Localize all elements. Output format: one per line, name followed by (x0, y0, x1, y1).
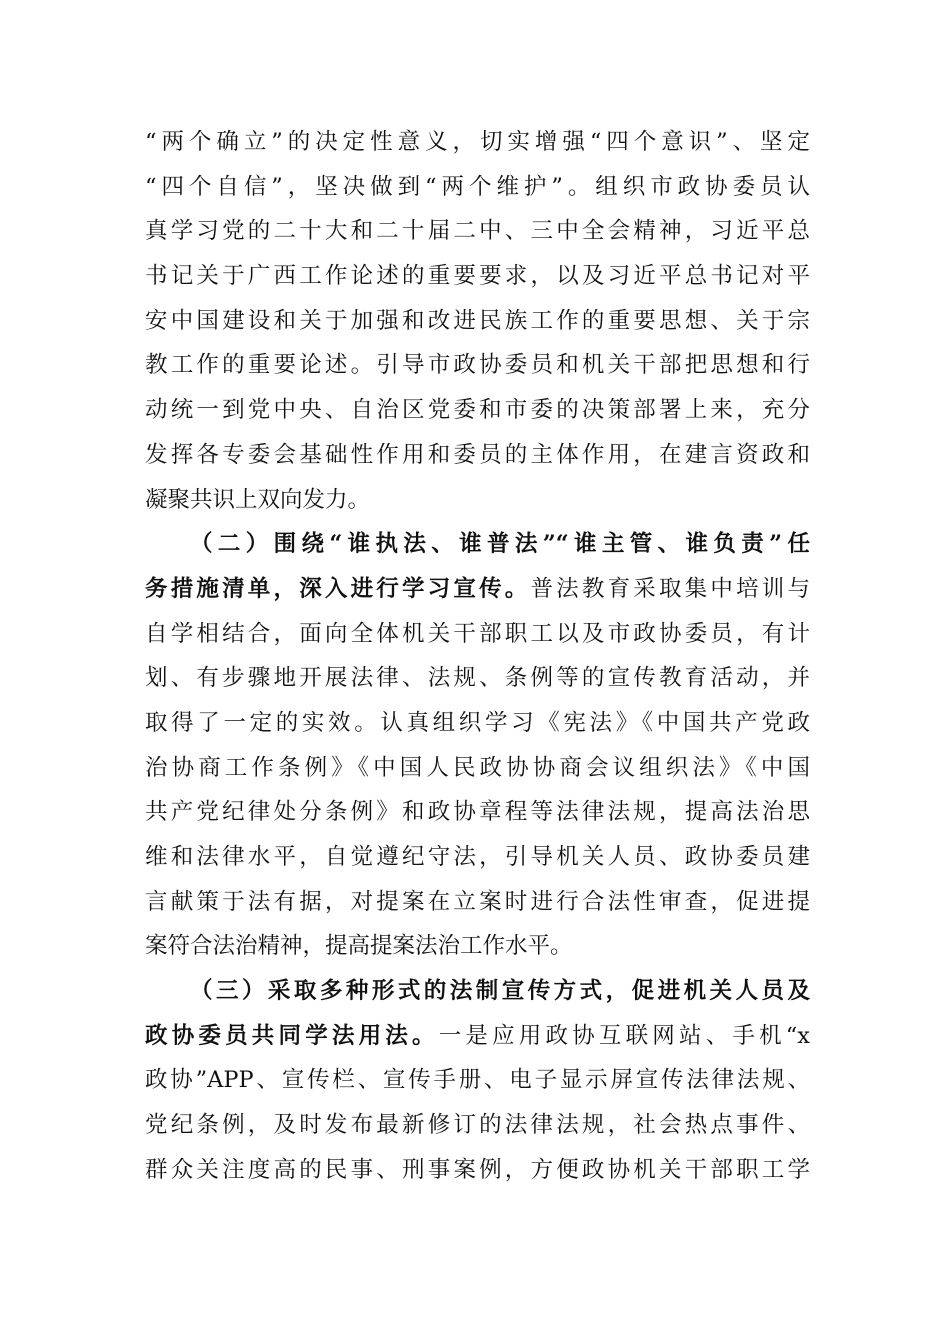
text-line: 发挥各专委会基础性作用和委员的主体作用，在建言资政和 (145, 441, 810, 468)
paragraph-3 (145, 969, 810, 1192)
text-line: 共产党纪律处分条例》和政协章程等法律法规，提高法治思 (145, 799, 810, 826)
text-line: 政协”APP、宣传栏、宣传手册、电子显示屏宣传法律法规、 (145, 1067, 810, 1094)
text-line: 维和法律水平，自觉遵纪守法，引导机关人员、政协委员建 (145, 844, 810, 870)
text-line (145, 567, 810, 612)
text-line: 教工作的重要论述。引导市政协委员和机关干部把思想和行 (145, 352, 810, 379)
text-line: 党纪条例，及时发布最新修订的法律法规，社会热点事件、 (145, 1112, 810, 1139)
paragraph-2 (145, 522, 810, 969)
text-line: 凝聚共识上双向发力。 (145, 486, 371, 513)
text-line: 取得了一定的实效。认真组织学习《宪法》《中国共产党政 (145, 709, 810, 736)
document-page (145, 120, 810, 1193)
text-line: 动统一到党中央、自治区党委和市委的决策部署上来，充分 (145, 397, 810, 424)
paragraph-1 (145, 120, 810, 522)
section-heading-3: （三）采取多种形式的法制宣传方式，促进机关人员及 (190, 978, 810, 1005)
text-line: 安中国建设和关于加强和改进民族工作的重要思想、关于宗 (145, 307, 810, 334)
section-heading-3-continuation: 政协委员共同学法用法。 (145, 1022, 439, 1049)
text-run: 普法教育采取集中培训与 (530, 575, 810, 602)
text-line: 案符合法治精神，提高提案法治工作水平。 (145, 933, 573, 960)
text-line: 群众关注度高的民事、刑事案例，方便政协机关干部职工学 (145, 1156, 810, 1183)
text-line: 真学习党的二十大和二十届二中、三中全会精神，习近平总 (145, 218, 810, 245)
text-line (145, 1014, 810, 1059)
text-line: 言献策于法有据，对提案在立案时进行合法性审查，促进提 (145, 888, 810, 915)
section-heading-2-continuation: 务措施清单，深入进行学习宣传。 (145, 575, 531, 602)
text-line: 自学相结合，面向全体机关干部职工以及市政协委员，有计 (145, 620, 810, 647)
text-line: “四个自信”，坚决做到“两个维护”。组织市政协委员认 (145, 173, 810, 200)
text-line: 划、有步骤地开展法律、法规、条例等的宣传教育活动，并 (145, 665, 810, 692)
text-line: 治协商工作条例》《中国人民政协协商会议组织法》《中国 (145, 754, 810, 781)
text-line: 书记关于广西工作论述的重要要求，以及习近平总书记对平 (145, 263, 810, 290)
section-heading-2: （二）围绕“谁执法、谁普法”“谁主管、谁负责”任 (190, 531, 810, 558)
text-run: 一是应用政协互联网站、手机“x (438, 1022, 810, 1049)
text-line: “两个确立”的决定性意义，切实增强“四个意识”、坚定 (145, 129, 810, 155)
